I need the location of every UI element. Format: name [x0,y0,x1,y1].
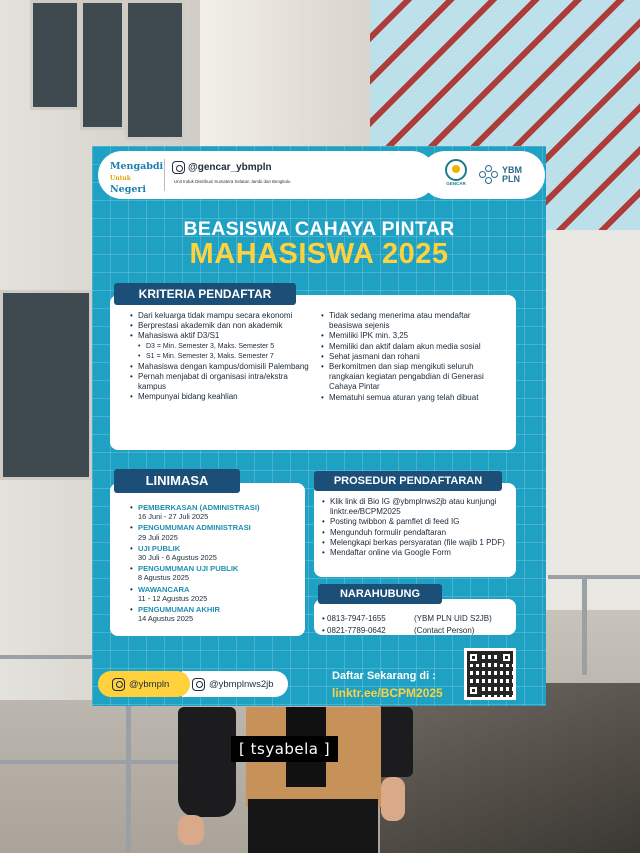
timeline-item-title: • PEMBERKASAN (ADMINISTRASI) [138,503,260,512]
gencar-emblem-icon [445,159,467,181]
window [125,0,185,140]
timeline-item-date: 30 Juli - 6 Agustus 2025 [138,553,217,563]
criteria-item: • Pernah menjabat di organisasi intra/ekstra kampus [130,372,310,392]
mengabdi-negeri-logo [110,161,164,195]
criteria-item: • Mempunyai bidang keahlian [130,392,310,402]
procedure-step: • Posting twibbon & pamflet di feed IG [322,517,508,527]
timeline-item [130,564,260,582]
pln-label: PLN [502,174,520,184]
timeline-item [130,503,260,521]
criteria-item: • Tidak sedang menerima atau mendaftar beasiswa sejenis [321,311,501,331]
timeline-item-date: 11 - 12 Agustus 2025 [138,593,208,603]
person-pants [248,799,378,853]
railing [0,655,92,659]
timeline-item-title: • PENGUMUMAN UJI PUBLIK [138,564,239,574]
logo-text: Mengabdi [110,161,164,172]
contact-person: (YBM PLN UID S2JB) [414,614,492,623]
timeline-item [130,523,260,541]
criteria-item: • Memiliki dan aktif dalam akun media sosial [321,342,501,352]
contact-number: • 0821-7789-0642 [322,626,386,635]
criteria-item: • Berprestasi akademik dan non akademik [130,321,310,331]
person-photo [178,707,413,853]
criteria-list-left [130,311,310,402]
timeline-item-date: 16 Juni - 27 Juli 2025 [138,512,209,522]
building-wall-right [545,230,640,610]
criteria-item: • Mahasiswa aktif D3/S1 [130,331,310,341]
scholarship-poster [92,146,546,706]
instagram-handle: @ybmplnws2jb [209,678,274,690]
timeline-item-title: • WAWANCARA [138,584,190,594]
timeline-heading: LINIMASA [114,469,240,493]
person-hand [178,815,204,845]
contact-card [314,599,516,635]
timeline-item-title: • PENGUMUMAN AKHIR [138,605,220,615]
register-label: Daftar Sekarang di : [332,670,436,682]
partner-logos [421,151,545,199]
timeline-item [130,544,260,562]
window [80,0,125,130]
timeline-card [110,483,305,636]
contact-number: • 0813-7947-1655 [322,614,386,623]
window [30,0,80,110]
criteria-item: • Memiliki IPK min. 3,25 [321,331,501,341]
window [0,290,92,480]
contact-row [322,614,492,623]
person-arm-left [178,707,236,817]
person-hand [381,777,405,821]
ybm-pln-logo [479,165,522,185]
timeline-item-title: • UJI PUBLIK [138,543,181,553]
register-link: linktr.ee/BCPM2025 [332,686,443,700]
poster-subtitle: MAHASISWA 2025 [189,238,449,270]
ybm-emblem-icon [479,165,499,185]
logo-text: Negeri [110,184,147,195]
instagram-handle: @ybmpln [129,678,170,690]
unit-name: Unit Induk Distribusi Sumatera Selatan Jambi dan Bengkulu [174,179,291,184]
instagram-handle-row [172,161,272,174]
procedure-step: • Klik link di Bio IG @ybmplnws2jb atau kunjungi linktr.ee/BCPM2025 [322,497,508,517]
procedure-step: • Melengkapi berkas persyaratan (file wajib 1 PDF) [322,538,508,548]
instagram-icon [172,161,185,174]
timeline-item [130,585,260,603]
procedure-heading: PROSEDUR PENDAFTARAN [314,471,502,491]
footer-instagram-1 [98,671,190,697]
criteria-card [110,295,516,450]
criteria-item: • Sehat jasmani dan rohani [321,352,501,362]
criteria-sub-item: • D3 = Min. Semester 3, Maks. Semester 5 [130,342,310,352]
railing [0,760,180,764]
contact-person: (Contact Person) [414,626,475,635]
timeline-list [130,503,260,625]
wet-floor [380,683,640,853]
procedure-step: • Mendaftar online via Google Form [322,548,508,558]
subtitle-caption: [ tsyabela ] [231,736,338,762]
ybm-label: YBM [502,165,522,175]
divider [164,159,165,191]
railing-post [582,575,587,675]
header-pill [98,151,436,199]
contact-row [322,626,474,635]
gencar-logo [443,159,469,189]
railing-post [126,706,131,853]
logo-small-text: Untuk [110,175,131,182]
criteria-sub-item: • S1 = Min. Semester 3, Maks. Semester 7 [130,352,310,362]
criteria-item: • Berkomitmen dan siap mengikuti seluruh rangkaian kegiatan pengabdian di Generasi Cahaya Pintar [321,362,501,393]
timeline-item-title: • PENGUMUMAN ADMINISTRASI [138,523,251,533]
gencar-label: GENCAR [446,181,466,186]
procedure-list [322,497,508,558]
instagram-icon [192,678,205,691]
criteria-item: • Mahasiswa dengan kampus/domisili Palembang [130,362,310,372]
timeline-item-date: 8 Agustus 2025 [138,573,189,583]
criteria-item: • Mematuhi semua aturan yang telah dibuat [321,393,501,403]
criteria-list-right [321,311,501,403]
timeline-item [130,605,260,623]
procedure-step: • Mengunduh formulir pendaftaran [322,528,508,538]
criteria-item: • Dari keluarga tidak mampu secara ekonomi [130,311,310,321]
footer-instagram-2 [182,671,288,697]
qr-code-icon [464,648,516,700]
building-pillar [200,0,375,150]
timeline-item-date: 29 Juli 2025 [138,532,178,542]
railing [548,575,640,579]
instagram-icon [112,678,125,691]
timeline-item-date: 14 Agustus 2025 [138,614,194,624]
poster-title: BEASISWA CAHAYA PINTAR [183,218,455,240]
criteria-heading: KRITERIA PENDAFTAR [114,283,296,305]
procedure-card [314,483,516,577]
instagram-handle: @gencar_ybmpln [188,162,272,173]
contact-heading: NARAHUBUNG [318,584,442,604]
